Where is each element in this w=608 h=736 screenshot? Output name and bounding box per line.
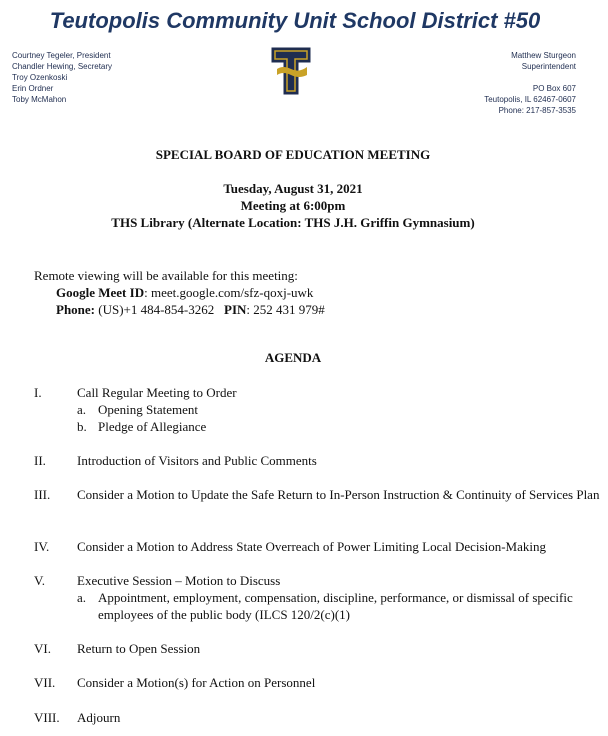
- agenda-heading: AGENDA: [264, 350, 322, 365]
- agenda-item-number: VI.: [34, 641, 51, 656]
- pin-label: PIN: [224, 302, 247, 317]
- board-member: Toby McMahon: [12, 95, 67, 104]
- phone-line: [34, 301, 325, 318]
- phone-number: Phone: 217-857-3535: [498, 106, 576, 115]
- agenda-subitem-letter: a.: [77, 402, 87, 417]
- city-address: Teutopolis, IL 62467-0607: [484, 95, 576, 104]
- board-member: Chandler Hewing, Secretary: [12, 62, 113, 71]
- agenda-subitem-text: Appointment, employment, compensation, discipline, performance, or dismissal of specific employees of the public body (ILCS 120/2(c)(1): [98, 590, 573, 622]
- agenda-item-number: III.: [34, 487, 51, 502]
- meeting-title: SPECIAL BOARD OF EDUCATION MEETING: [155, 147, 431, 162]
- agenda-item-text: Return to Open Session: [77, 641, 201, 656]
- board-members-list: [12, 50, 112, 105]
- superintendent-title: Superintendent: [521, 62, 576, 71]
- superintendent-block: [484, 50, 576, 116]
- phone-label: Phone:: [56, 302, 95, 317]
- agenda-subitem-letter: a.: [77, 590, 87, 605]
- board-member: Courtney Tegeler, President: [12, 51, 111, 60]
- agenda-item-text: Consider a Motion to Address State Overreach of Power Limiting Local Decision-Making: [77, 539, 546, 554]
- agenda-subitem-text: Pledge of Allegiance: [98, 419, 207, 434]
- district-logo: [269, 45, 313, 97]
- pin-value: : 252 431 979#: [246, 302, 325, 317]
- agenda-item-number: II.: [34, 453, 46, 468]
- po-box: PO Box 607: [532, 84, 576, 93]
- agenda-item-number: V.: [34, 573, 45, 588]
- meeting-time: Meeting at 6:00pm: [240, 198, 346, 213]
- agenda-item-text: Consider a Motion(s) for Action on Personnel: [77, 675, 316, 690]
- agenda-subitem-text: Opening Statement: [98, 402, 199, 417]
- google-meet-line: [34, 284, 325, 301]
- superintendent-name: Matthew Sturgeon: [511, 51, 576, 60]
- agenda-item-text: Executive Session – Motion to Discuss: [77, 573, 281, 588]
- agenda-item-text: Adjourn: [77, 710, 121, 725]
- meeting-location: THS Library (Alternate Location: THS J.H. Griffin Gymnasium): [111, 215, 475, 230]
- meet-link[interactable]: : meet.google.com/sfz-qoxj-uwk: [144, 285, 314, 300]
- phone-value: (US)+1 484-854-3262: [95, 302, 215, 317]
- agenda-item-number: VII.: [34, 675, 56, 690]
- agenda-item-number: IV.: [34, 539, 50, 554]
- board-member: Erin Ordner: [12, 84, 54, 93]
- meet-label: Google Meet ID: [56, 285, 145, 300]
- agenda-subitem-letter: b.: [77, 419, 87, 434]
- meeting-date: Tuesday, August 31, 2021: [223, 181, 363, 196]
- agenda-item-text: Consider a Motion to Update the Safe Return to In-Person Instruction & Continuity of Services Plan: [77, 487, 600, 502]
- agenda-item-text: Introduction of Visitors and Public Comments: [77, 453, 317, 468]
- district-title: Teutopolis Community Unit School District #50: [49, 8, 541, 33]
- agenda-item-text: Call Regular Meeting to Order: [77, 385, 237, 400]
- agenda-item-number: I.: [34, 385, 42, 400]
- board-member: Troy Ozenkoski: [12, 73, 68, 82]
- remote-intro: Remote viewing will be available for this meeting:: [34, 268, 298, 283]
- remote-viewing: [34, 267, 325, 318]
- agenda-item-number: VIII.: [34, 710, 60, 725]
